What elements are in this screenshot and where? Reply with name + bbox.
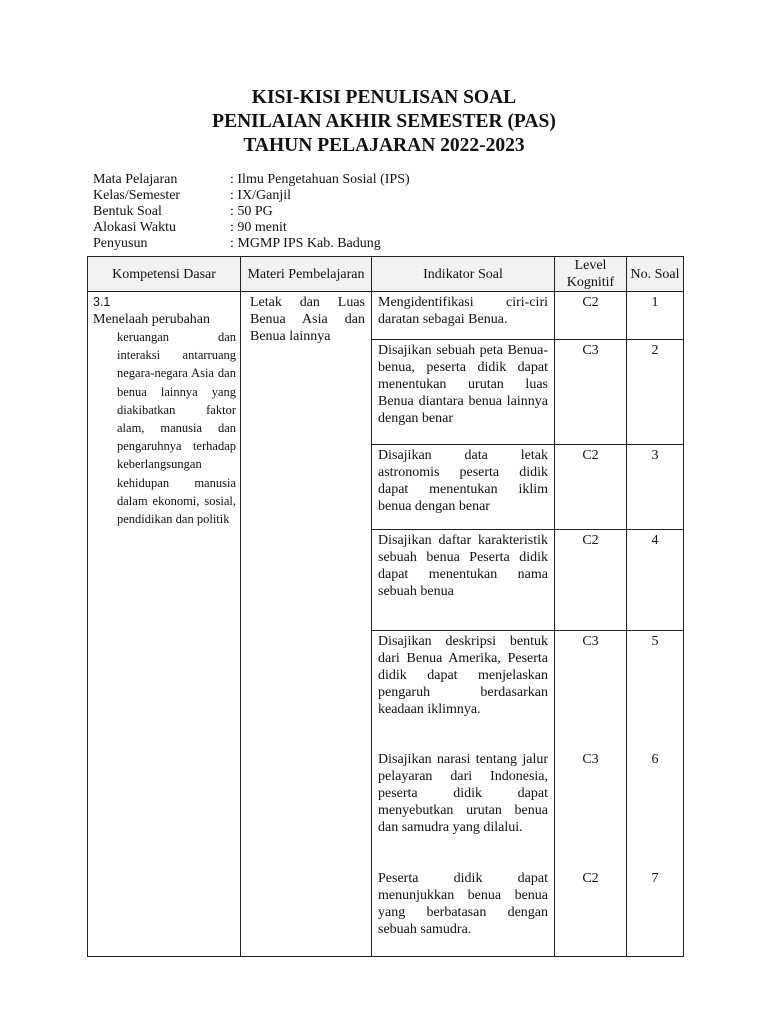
table-row [88, 292, 684, 340]
no-soal-cell: 5 [627, 631, 684, 749]
kd-text-3: kehidupan manusia dalam ekonomi, sosial, pendidikan dan politik [117, 475, 236, 527]
meta-row [93, 220, 410, 236]
meta-value: : MGMP IPS Kab. Badung [230, 236, 381, 251]
meta-label: Kelas/Semester [93, 188, 181, 203]
no-soal-cell: 6 [627, 749, 684, 868]
header-level-kognitif: Level Kognitif [555, 257, 627, 292]
document-meta [93, 172, 410, 252]
header-indikator-soal: Indikator Soal [372, 257, 555, 292]
level-cell: C3 [555, 631, 627, 749]
kd-text-1: keruangan dan [117, 330, 236, 344]
meta-value: : 50 PG [230, 204, 273, 219]
meta-row [93, 204, 410, 220]
no-soal-cell: 2 [627, 340, 684, 445]
indikator-cell: Disajikan narasi tentang jalur pelayaran dari Indonesia, peserta didik dapat menyebutkan urutan benua dan samudra yang dilalui. [372, 749, 555, 868]
kd-number: 3.1 [93, 295, 111, 309]
level-cell: C3 [555, 749, 627, 868]
title-line-2: PENILAIAN AKHIR SEMESTER (PAS) [212, 111, 556, 132]
materi-cell: Letak dan Luas Benua Asia dan Benua lainnya [241, 292, 372, 957]
kd-text-2: interaksi antarruang negara-negara Asia dan benua lainnya yang diakibatkan faktor alam, manusia dan pengaruhnya terhadap keberlangsungan [117, 348, 236, 472]
header-no-soal: No. Soal [627, 257, 684, 292]
no-soal-cell: 1 [627, 292, 684, 340]
indikator-cell: Disajikan sebuah peta Benua-benua, peserta didik dapat menentukan urutan luas Benua diantara benua lainnya dengan benar [372, 340, 555, 445]
level-cell: C2 [555, 868, 627, 957]
meta-row [93, 236, 410, 252]
indikator-cell: Peserta didik dapat menunjukkan benua benua yang berbatasan dengan sebuah samudra. [372, 868, 555, 957]
kompetensi-dasar-cell [88, 292, 241, 957]
kd-first-line: Menelaah perubahan [93, 312, 210, 327]
no-soal-cell: 7 [627, 868, 684, 957]
header-kompetensi-dasar: Kompetensi Dasar [88, 257, 241, 292]
meta-label: Mata Pelajaran [93, 172, 178, 187]
level-cell: C2 [555, 445, 627, 530]
meta-label: Bentuk Soal [93, 204, 162, 219]
header-materi-pembelajaran: Materi Pembelajaran [241, 257, 372, 292]
document-title [0, 86, 768, 158]
level-cell: C2 [555, 530, 627, 631]
indikator-cell: Disajikan daftar karakteristik sebuah benua Peserta didik dapat menentukan nama sebuah benua [372, 530, 555, 631]
title-line-1: KISI-KISI PENULISAN SOAL [251, 87, 517, 108]
title-line-3: TAHUN PELAJARAN 2022-2023 [243, 135, 525, 156]
indikator-cell: Mengidentifikasi ciri-ciri daratan sebagai Benua. [372, 292, 555, 340]
meta-value: : 90 menit [230, 220, 287, 235]
meta-value: : Ilmu Pengetahuan Sosial (IPS) [230, 172, 410, 187]
meta-row [93, 188, 410, 204]
table-header-row [88, 257, 684, 292]
kisi-kisi-table [87, 256, 684, 957]
indikator-cell: Disajikan deskripsi bentuk dari Benua Amerika, Peserta didik dapat menjelaskan pengaruh berdasarkan keadaan iklimnya. [372, 631, 555, 749]
level-cell: C3 [555, 340, 627, 445]
no-soal-cell: 4 [627, 530, 684, 631]
meta-label: Alokasi Waktu [93, 220, 176, 235]
meta-row [93, 172, 410, 188]
level-cell: C2 [555, 292, 627, 340]
indikator-cell: Disajikan data letak astronomis peserta didik dapat menentukan iklim benua dengan benar [372, 445, 555, 530]
meta-value: : IX/Ganjil [230, 188, 292, 203]
no-soal-cell: 3 [627, 445, 684, 530]
kd-description [93, 328, 236, 528]
meta-label: Penyusun [93, 236, 148, 251]
